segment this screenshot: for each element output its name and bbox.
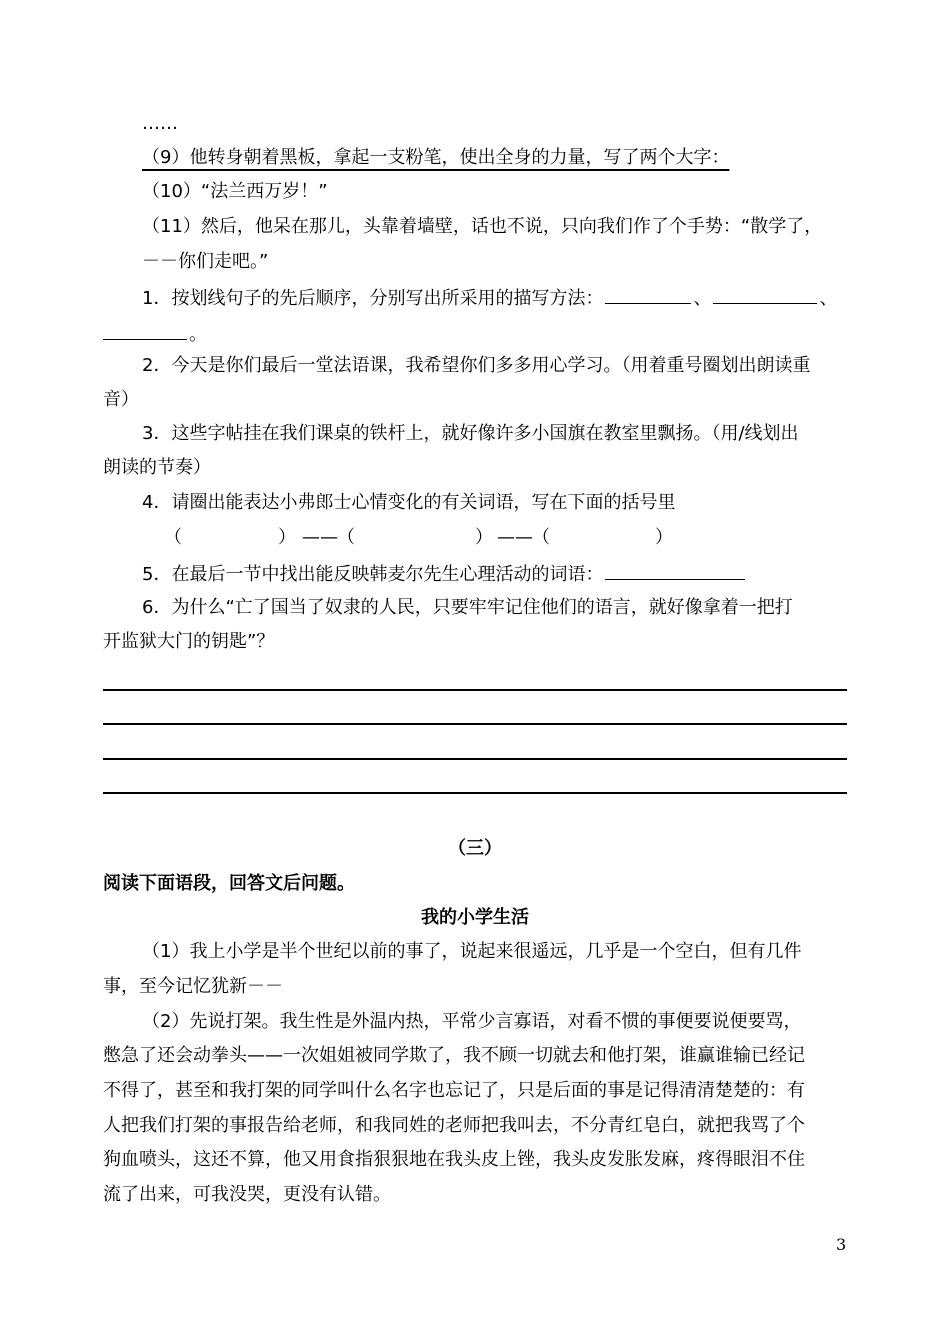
ellipsis-line: ……	[142, 113, 178, 134]
question-1	[142, 285, 837, 311]
section-heading: （三）	[448, 838, 502, 859]
q4-bracket-3-close: ）	[655, 527, 673, 548]
passage-paragraph-2-line5: 狗血喷头，这还不算，他又用食指狠狠地在我头皮上锉，我头皮发胀发麻，疼得眼泪不住	[103, 1149, 805, 1170]
question-3-line1: 3．这些字帖挂在我们课桌的铁杆上，就好像许多小国旗在教室里飘扬。（用/线划出	[142, 423, 799, 444]
passage-paragraph-2-line2: 憋急了还会动拳头——一次姐姐被同学欺了，我不顾一切就去和他打架，谁赢谁输已经记	[103, 1045, 805, 1066]
question-2-line1: 2．今天是你们最后一堂法语课，我希望你们多多用心学习。（用着重号圈划出朗读重	[142, 355, 811, 376]
answer-blank-5[interactable]	[605, 561, 745, 580]
passage-paragraph-2-line3: 不得了，甚至和我打架的同学叫什么名字也忘记了，只是后面的事是记得清清楚楚的：有	[103, 1080, 805, 1101]
paragraph-11-line1: （11）然后，他呆在那儿，头靠着墙壁，话也不说，只向我们作了个手势：“散学了，	[142, 216, 823, 237]
q4-bracket-2-close: ）	[475, 527, 493, 548]
question-2-line2: 音）	[103, 389, 139, 410]
q4-bracket-3-open: （	[532, 527, 550, 548]
question-1-separator: 、	[819, 288, 838, 309]
question-6-line2: 开监狱大门的钥匙”？	[103, 631, 275, 652]
answer-blank-1c[interactable]	[103, 321, 187, 340]
paragraph-11-line2: －－你们走吧。”	[142, 251, 269, 272]
passage-paragraph-1-line2: 事，至今记忆犹新－－	[103, 976, 283, 997]
answer-blank-1a[interactable]	[605, 285, 691, 304]
passage-title: 我的小学生活	[421, 907, 529, 928]
answer-line-2[interactable]	[103, 723, 847, 725]
question-4: 4．请圈出能表达小弗郎士心情变化的有关词语，写在下面的括号里	[142, 492, 676, 513]
q4-bracket-1-close: ）	[278, 527, 296, 548]
answer-line-1[interactable]	[103, 689, 847, 691]
question-1-end: 。	[189, 324, 207, 345]
q4-dash-1: ——	[302, 527, 338, 548]
question-5-text: 5．在最后一节中找出能反映韩麦尔先生心理活动的词语：	[142, 564, 604, 585]
q4-bracket-2-open: （	[337, 527, 355, 548]
answer-blank-1b[interactable]	[713, 285, 817, 304]
answer-line-3[interactable]	[103, 758, 847, 760]
section-instruction: 阅读下面语段，回答文后问题。	[103, 873, 355, 894]
passage-paragraph-1-line1: （1）我上小学是半个世纪以前的事了，说起来很遥远，几乎是一个空白，但有几件	[142, 941, 802, 962]
question-6-line1: 6．为什么“亡了国当了奴隶的人民，只要牢牢记住他们的语言，就好像拿着一把打	[142, 597, 793, 618]
page-number: 3	[836, 1235, 847, 1254]
q4-bracket-1-open: （	[164, 527, 182, 548]
question-3-line2: 朗读的节奏）	[103, 457, 211, 478]
paragraph-10: （10）“法兰西万岁！”	[142, 181, 328, 202]
passage-paragraph-2-line1: （2）先说打架。我生性是外温内热，平常少言寡语，对看不惯的事便要说便要骂，	[142, 1011, 802, 1032]
passage-paragraph-2-line6: 流了出来，可我没哭，更没有认错。	[103, 1184, 391, 1205]
question-5	[142, 561, 747, 587]
question-1-continued	[103, 321, 207, 347]
q4-dash-2: ——	[497, 527, 533, 548]
answer-line-4[interactable]	[103, 792, 847, 794]
paragraph-9: （9）他转身朝着黑板，拿起一支粉笔，使出全身的力量，写了两个大字：	[142, 147, 730, 168]
question-1-text: 1．按划线句子的先后顺序，分别写出所采用的描写方法：	[142, 288, 604, 309]
question-1-separator: 、	[693, 288, 712, 309]
passage-paragraph-2-line4: 人把我们打架的事报告给老师，和我同姓的老师把我叫去，不分青红皂白，就把我骂了个	[103, 1115, 805, 1136]
